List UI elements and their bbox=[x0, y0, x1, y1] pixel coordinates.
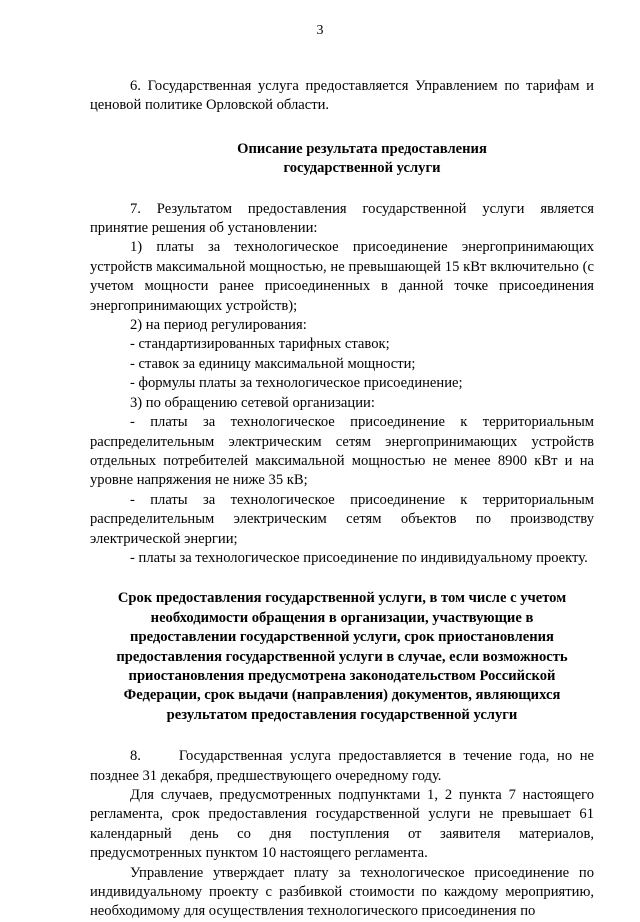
paragraph-8-3: Управление утверждает плату за технологическое присоединение по индивидуальному проекту с разбивкой стоимости по каждому мероприятию, необходимому для осуществления технологического присоединения по bbox=[90, 864, 594, 920]
paragraph-7-2-c: - формулы платы за технологическое присоединение; bbox=[130, 375, 463, 392]
paragraph-7-3: 3) по обращению сетевой организации: bbox=[130, 394, 375, 411]
document-body bbox=[90, 77, 598, 922]
heading-line: предоставления государственной услуги в случае, если возможность bbox=[116, 648, 568, 665]
paragraph-7-3-b: - платы за технологическое присоединение к территориальным распределительным электрическим сетям объектов по производству электрической энергии; bbox=[90, 491, 594, 547]
heading-line: государственной услуги bbox=[283, 160, 441, 177]
heading-line: предоставлении государственной услуги, срок приостановления bbox=[130, 629, 554, 646]
paragraph-7-2-b: - ставок за единицу максимальной мощности; bbox=[130, 355, 416, 372]
paragraph-8-2: Для случаев, предусмотренных подпунктами 1, 2 пункта 7 настоящего регламента, срок предоставления государственной услуги не превышает 61 календарный день со дня поступления от заявителя материалов, предусмотренных пунктом 10 настоящего регламента. bbox=[90, 787, 594, 862]
heading-line: Описание результата предоставления bbox=[237, 140, 487, 157]
paragraph-7-2-a: - стандартизированных тарифных ставок; bbox=[130, 336, 390, 353]
section-heading-result bbox=[90, 140, 594, 179]
paragraph-6: 6. Государственная услуга предоставляется Управлением по тарифам и ценовой политике Орловской области. bbox=[90, 78, 594, 114]
paragraph-8: 8. Государственная услуга предоставляется в течение года, но не позднее 31 декабря, предшествующего очередному году. bbox=[90, 748, 598, 784]
heading-line: Срок предоставления государственной услуги, в том числе с учетом bbox=[117, 590, 567, 607]
heading-line: необходимости обращения в организации, участвующие в bbox=[150, 609, 534, 626]
heading-line: Федерации, срок выдачи (направления) документов, являющихся bbox=[123, 687, 561, 704]
heading-line: приостановления предусмотрена законодательством Российской bbox=[128, 667, 556, 684]
paragraph-7: 7. Результатом предоставления государственной услуги является принятие решения об установлении: bbox=[90, 200, 594, 237]
paragraph-7-3-a: - платы за технологическое присоединение к территориальным распределительным электрическим сетям энергопринимающих устройств отдельных потребителей максимальной мощностью не менее 8900 кВт и на уровне напряжения не ниже 35 кВ; bbox=[90, 414, 594, 489]
paragraph-7-1: 1) платы за технологическое присоединение энергопринимающих устройств максимальной мощностью, не превышающей 15 кВт включительно (с учетом мощности ранее присоединенных в данной точке присоединения энергопринимающих устройств); bbox=[90, 239, 594, 314]
page-number: 3 bbox=[316, 23, 324, 38]
paragraph-7-2: 2) на период регулирования: bbox=[130, 317, 307, 334]
paragraph-7-3-c: - платы за технологическое присоединение по индивидуальному проекту. bbox=[130, 549, 588, 566]
section-heading-terms bbox=[90, 589, 594, 725]
heading-line: результатом предоставления государственной услуги bbox=[166, 706, 518, 723]
